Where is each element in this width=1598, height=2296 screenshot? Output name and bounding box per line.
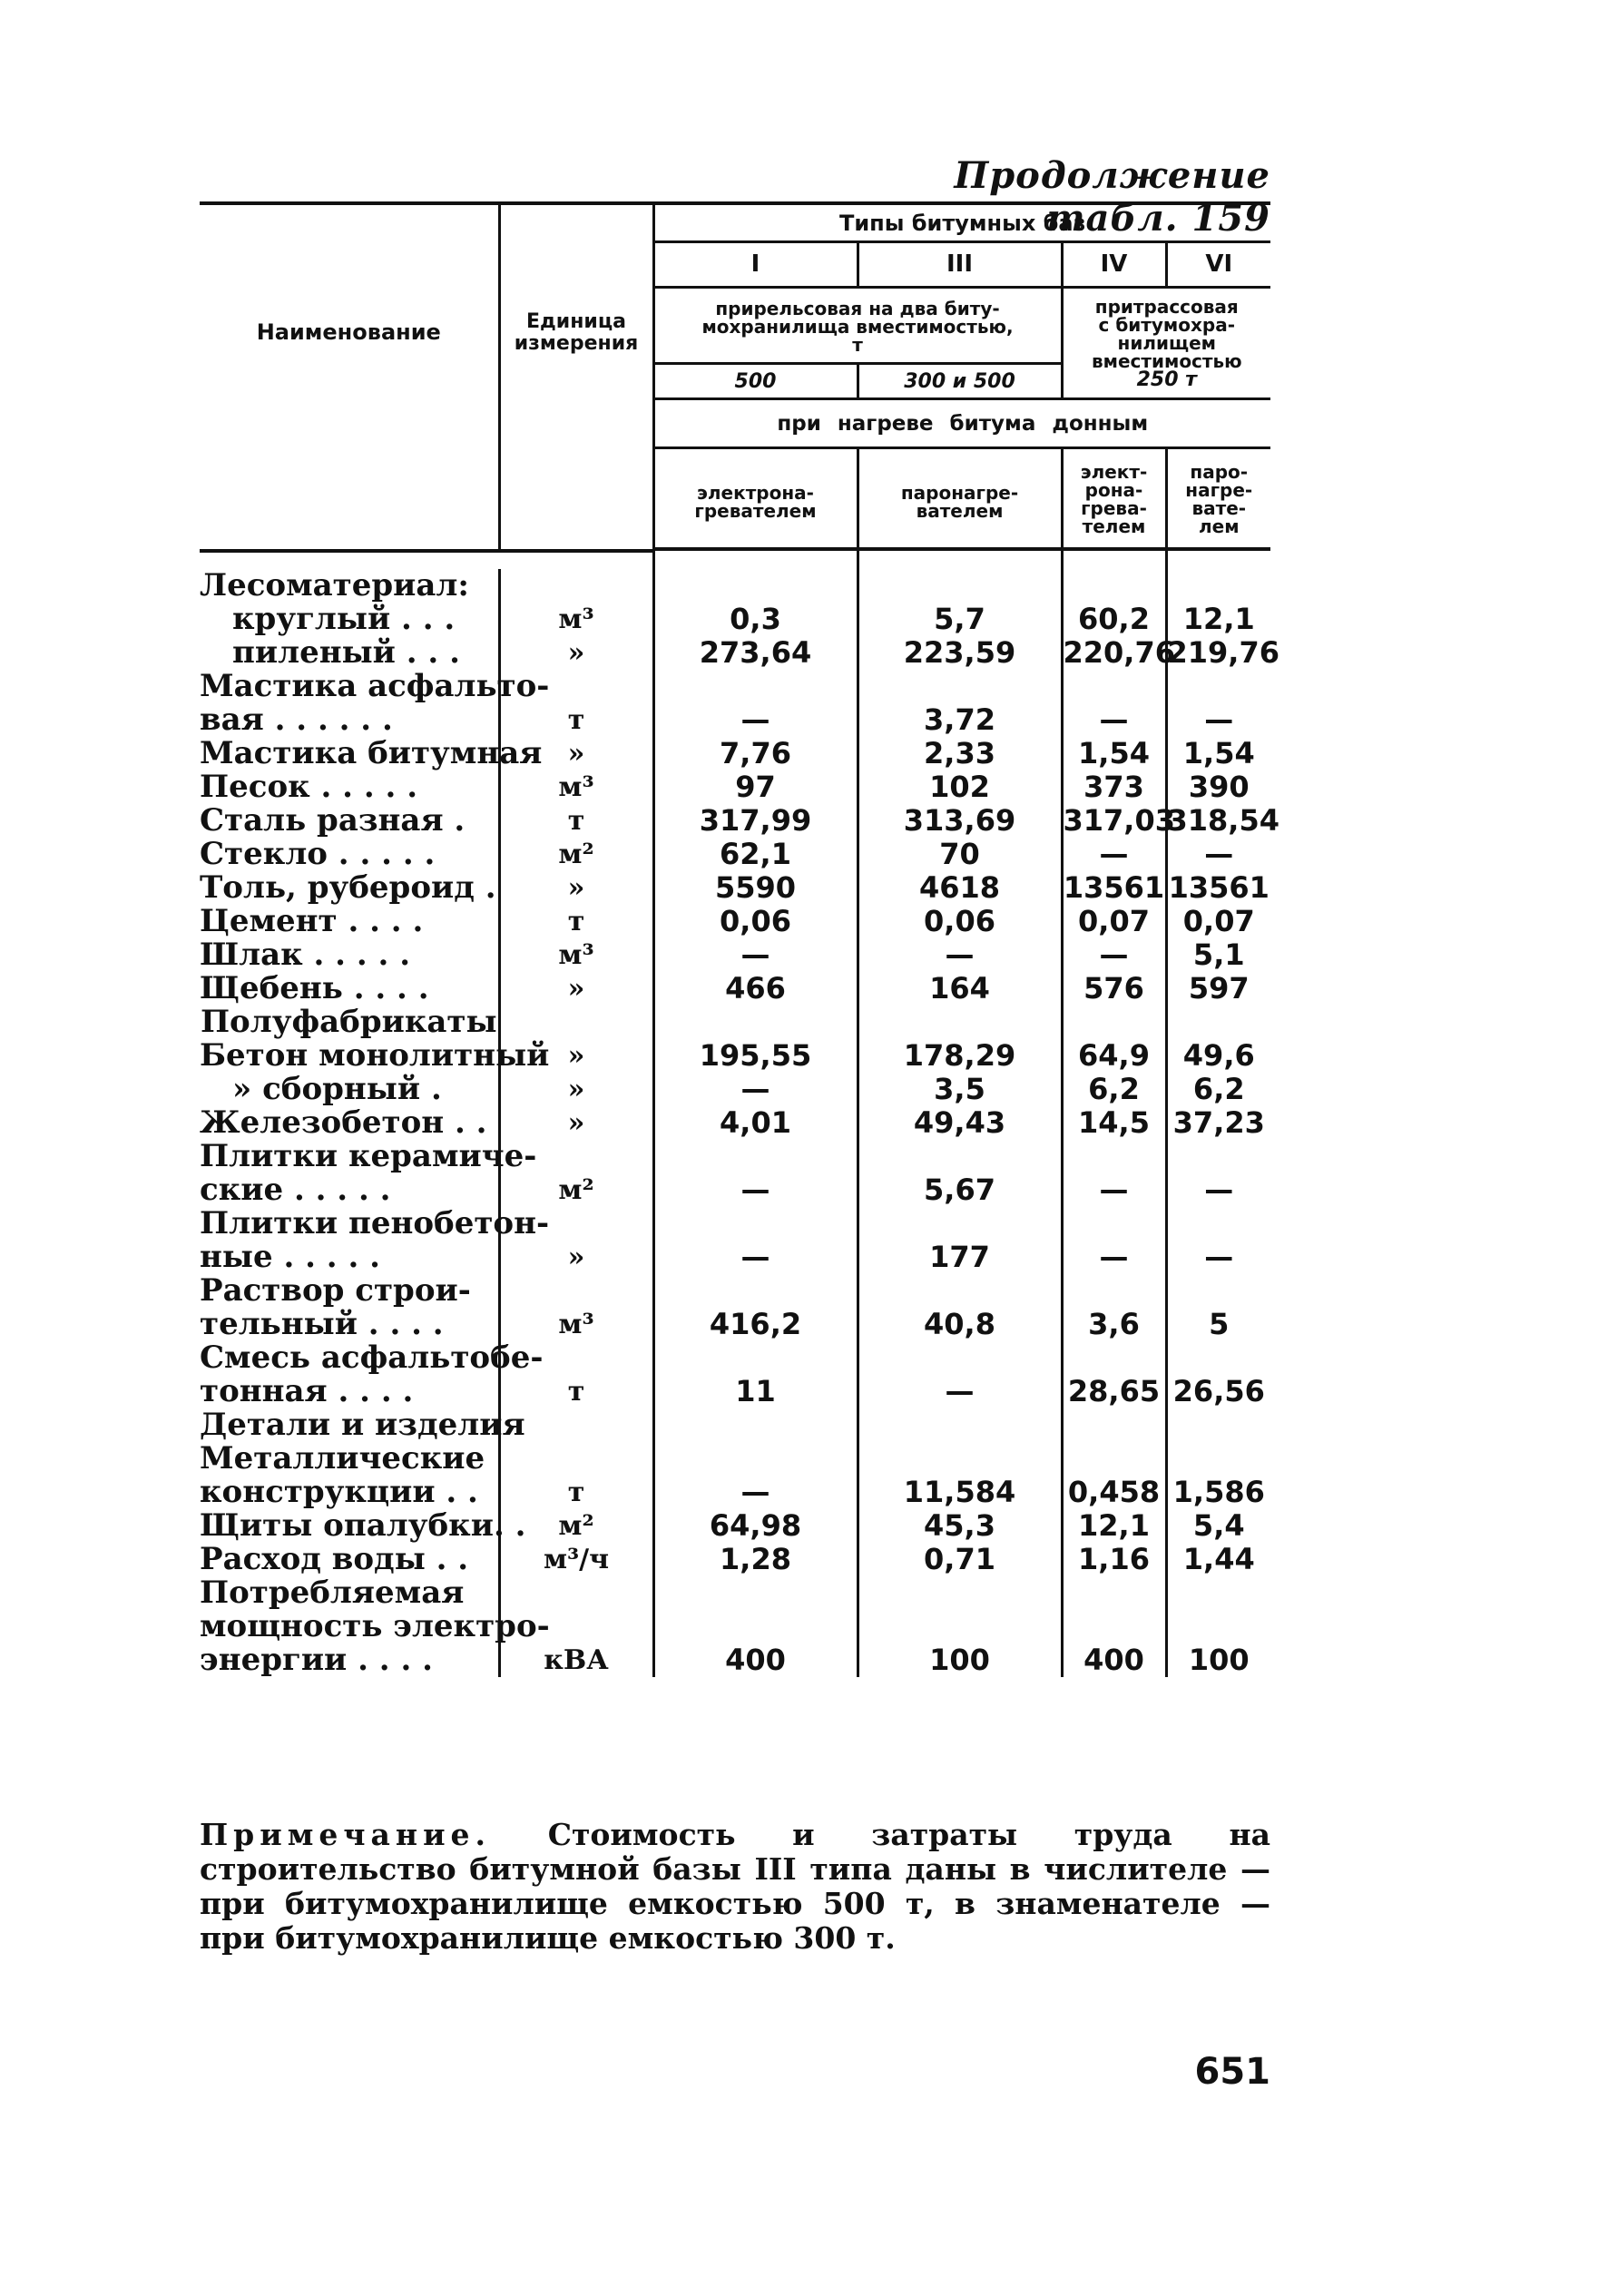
header-type-IV: IV [1062,242,1166,288]
table-row [200,838,1270,871]
table-row [200,1274,1270,1308]
header-heater-4b: нагре- [1185,478,1253,501]
row-value-I: — [653,703,858,737]
row-unit: м² [499,1509,653,1543]
note-label: Примечание. [200,1817,492,1852]
row-name: Плитки керамиче- [200,1137,537,1174]
header-capacity-I: 500 [653,364,858,399]
header-heater-1 [653,447,858,549]
row-value-VI: 1,586 [1166,1476,1270,1509]
row-value-VI [1166,1576,1270,1610]
row-unit [499,1006,653,1039]
row-name: Толь, рубероид . [200,868,496,906]
table-row [200,871,1270,905]
row-value-IV [1062,1140,1166,1173]
row-unit: т [499,703,653,737]
row-value-III [858,670,1062,703]
row-value-III [858,569,1062,603]
row-value-III: 177 [858,1241,1062,1274]
row-value-I: — [653,1173,858,1207]
header-pririelsovaya-3: т [852,333,863,356]
bitumen-base-table [200,201,1279,1678]
row-value-VI [1166,1442,1270,1476]
row-value-I: 0,3 [653,603,858,636]
row-value-IV: 3,6 [1062,1308,1166,1341]
row-name: Детали и изделия [200,1406,525,1443]
row-value-III: 102 [858,770,1062,804]
row-value-III: 40,8 [858,1308,1062,1341]
row-value-VI: 6,2 [1166,1073,1270,1106]
row-value-III [858,1274,1062,1308]
row-value-VI [1166,1341,1270,1375]
row-value-VI [1166,1408,1270,1442]
row-value-I: 11 [653,1375,858,1408]
row-value-I [653,569,858,603]
table-row [200,1308,1270,1341]
row-unit: м³ [499,603,653,636]
row-value-IV: 317,03 [1063,802,1175,838]
row-value-VI: 100 [1166,1644,1270,1677]
row-value-IV: 1,16 [1062,1543,1166,1576]
row-value-I: 400 [653,1644,858,1677]
row-value-VI: 0,07 [1166,905,1270,938]
row-unit: » [499,1073,653,1106]
row-value-I [653,1274,858,1308]
row-value-III: 11,584 [858,1476,1062,1509]
row-value-IV [1062,1207,1166,1241]
row-value-III: 178,29 [858,1039,1062,1073]
row-value-VI: 49,6 [1166,1039,1270,1073]
row-value-III: 0,06 [858,905,1062,938]
header-unit [499,203,653,551]
row-value-VI: 26,56 [1166,1375,1270,1408]
row-value-I: — [653,1476,858,1509]
row-unit: т [499,1476,653,1509]
row-value-I [653,1207,858,1241]
table-row [200,1207,1270,1241]
row-value-VI [1166,1006,1270,1039]
row-value-VI: 37,23 [1166,1106,1270,1140]
header-heater-2a: паронагре- [900,481,1019,504]
header-heater-3b: рона- [1084,478,1143,501]
table-body [200,551,1279,1678]
row-value-I: 4,01 [653,1106,858,1140]
row-value-VI: 5,1 [1166,938,1270,972]
row-value-VI: — [1166,1173,1270,1207]
table-row [200,1039,1270,1073]
row-value-I: 317,99 [653,804,858,838]
header-capacity-III: 300 и 500 [858,364,1062,399]
row-name: Стекло . . . . . [200,835,436,872]
header-pritrassovaya-5: 250 т [1136,368,1197,392]
row-unit: т [499,804,653,838]
table-row [200,1173,1270,1207]
row-value-I: 97 [653,770,858,804]
row-value-VI: 318,54 [1167,802,1279,838]
row-value-I [653,1610,858,1644]
table-row [200,972,1270,1006]
row-value-IV: — [1062,703,1166,737]
header-heater-4c: вате- [1191,496,1247,519]
row-value-III: 3,5 [858,1073,1062,1106]
row-name: Шлак . . . . . [200,936,411,973]
row-value-III [858,1207,1062,1241]
header-type-VI: VI [1166,242,1270,288]
row-name: пиленый . . . [232,633,460,671]
row-unit: » [499,972,653,1006]
row-name: Смесь асфальтобе- [200,1339,544,1376]
row-value-VI: 12,1 [1166,603,1270,636]
header-heater-2b: вателем [916,499,1004,522]
row-value-III: 5,67 [858,1173,1062,1207]
row-name: энергии . . . . [200,1641,433,1678]
row-value-IV: — [1062,1173,1166,1207]
table-row [200,770,1270,804]
row-value-III: 2,33 [858,737,1062,770]
table-row [200,1073,1270,1106]
row-value-IV: 0,07 [1062,905,1166,938]
table-note [200,1818,1270,1956]
row-value-VI: — [1166,703,1270,737]
table-row [200,636,1270,670]
row-value-I: 7,76 [653,737,858,770]
header-heater-3d: телем [1082,515,1146,537]
row-value-IV: 1,54 [1062,737,1166,770]
row-unit: т [499,905,653,938]
table-row [200,1543,1270,1576]
row-unit [499,569,653,603]
row-value-IV: 12,1 [1062,1509,1166,1543]
row-value-VI: — [1166,1241,1270,1274]
row-value-I: — [653,1241,858,1274]
row-unit [499,1442,653,1476]
row-value-IV [1062,1341,1166,1375]
row-name: Раствор строи- [200,1271,471,1309]
row-value-IV [1062,670,1166,703]
row-name: Железобетон . . [200,1104,487,1141]
header-heater-3c: грева- [1081,496,1147,519]
row-value-III [858,1610,1062,1644]
header-heater-4a: паро- [1190,460,1249,483]
row-value-VI: 597 [1166,972,1270,1006]
table-caption: Продолжение табл. 159 [954,154,1270,240]
row-name: тонная . . . . [200,1372,414,1409]
row-unit: » [499,1106,653,1140]
header-pririelsovaya [653,288,1062,364]
row-name: Лесоматериал: [200,566,469,603]
row-value-IV: 14,5 [1062,1106,1166,1140]
header-pritrassovaya-4: вместимостью [1091,350,1242,373]
table-row [200,938,1270,972]
row-name: ские . . . . . [200,1171,391,1208]
row-value-I: — [653,938,858,972]
row-value-I: 466 [653,972,858,1006]
row-value-VI [1166,1274,1270,1308]
row-value-VI: 1,54 [1166,737,1270,770]
row-value-IV: 576 [1062,972,1166,1006]
row-name: » сборный . [232,1070,442,1107]
table-row [200,1106,1270,1140]
row-name: Полуфабрикаты [200,1003,497,1040]
header-unit-line2: измерения [514,331,639,355]
row-value-I: 5590 [653,871,858,905]
row-value-I [653,1140,858,1173]
row-name: Металлические [200,1439,485,1477]
header-heater-4 [1166,447,1270,549]
row-value-IV [1062,1576,1166,1610]
row-unit: м³ [499,938,653,972]
row-value-IV: 64,9 [1062,1039,1166,1073]
row-value-III [858,1006,1062,1039]
row-value-IV: 6,2 [1062,1073,1166,1106]
row-unit: т [499,1375,653,1408]
table-row [200,804,1270,838]
row-value-VI: 5,4 [1166,1509,1270,1543]
row-value-VI: 13561 [1166,871,1270,905]
row-value-IV: 373 [1062,770,1166,804]
header-heater-2 [858,447,1062,549]
row-name: вая . . . . . . [200,701,393,738]
row-value-VI [1166,670,1270,703]
row-value-IV: 13561 [1063,869,1165,905]
table-row [200,1006,1270,1039]
row-unit: м³/ч [499,1543,653,1576]
row-value-III: 45,3 [858,1509,1062,1543]
row-name: ные . . . . . [200,1238,380,1275]
row-value-III: 4618 [858,871,1062,905]
row-name: Потребляемая [200,1574,465,1611]
table-row [200,1442,1270,1476]
header-pritrassovaya [1062,288,1270,399]
row-value-I [653,1341,858,1375]
row-value-I [653,1442,858,1476]
table-row [200,1375,1270,1408]
row-name: Щиты опалубки. . [200,1506,526,1544]
row-value-IV [1062,1274,1166,1308]
row-value-I [653,1576,858,1610]
row-value-VI: 219,76 [1167,634,1279,670]
row-unit [499,1274,653,1308]
table-row [200,1408,1270,1442]
row-name: Песок . . . . . [200,768,418,805]
row-unit: » [499,636,653,670]
row-value-I: 273,64 [653,636,858,670]
header-heater-3 [1062,447,1166,549]
header-heater-4d: лем [1198,515,1240,537]
header-type-I: I [653,242,858,288]
row-value-VI [1166,569,1270,603]
row-value-I [653,1006,858,1039]
table-row [200,569,1270,603]
row-value-IV: 0,458 [1062,1476,1166,1509]
header-pritrassovaya-2: с битумохра- [1098,314,1236,337]
row-unit: » [499,1039,653,1073]
row-value-I [653,1408,858,1442]
header-heater-1a: электрона- [697,481,814,504]
row-name: Цемент . . . . [200,902,424,939]
row-unit: м² [499,838,653,871]
row-value-IV [1062,1442,1166,1476]
row-value-IV [1062,1408,1166,1442]
table-row [200,1644,1270,1677]
table-row [200,603,1270,636]
table-row [200,670,1270,703]
row-value-I: 416,2 [653,1308,858,1341]
row-value-I: 64,98 [653,1509,858,1543]
header-heater-1b: гревателем [694,499,817,522]
table-row [200,1509,1270,1543]
row-value-IV: — [1062,1241,1166,1274]
row-unit: » [499,1241,653,1274]
row-name: конструкции . . [200,1473,478,1510]
row-value-VI [1166,1610,1270,1644]
row-value-VI: 5 [1166,1308,1270,1341]
row-value-III: 70 [858,838,1062,871]
header-unit-line1: Единица [526,310,626,334]
row-value-III: 0,71 [858,1543,1062,1576]
table-row [200,905,1270,938]
row-value-IV [1062,1006,1166,1039]
row-value-I: 195,55 [653,1039,858,1073]
header-pririelsovaya-2: мохранилища вместимостью, [701,315,1014,338]
row-value-III: — [858,938,1062,972]
table-row [200,1341,1270,1375]
row-unit: » [499,737,653,770]
table-row [200,703,1270,737]
row-value-I: 0,06 [653,905,858,938]
row-value-VI: 390 [1166,770,1270,804]
row-value-VI: 1,44 [1166,1543,1270,1576]
table-row [200,1610,1270,1644]
row-value-IV: 60,2 [1062,603,1166,636]
row-unit: » [499,871,653,905]
table-row [200,1576,1270,1610]
table-row [200,1476,1270,1509]
note-text: Стоимость и затраты труда на строительство битумной базы III типа даны в числителе — при битумохранилище емкостью 500 т, в знаменателе — при битумохранилище емкостью 300 т. [200,1817,1270,1956]
row-value-IV: 28,65 [1062,1375,1166,1408]
row-name: Плитки пенобетон- [200,1204,550,1241]
table-row [200,737,1270,770]
row-value-III: 3,72 [858,703,1062,737]
row-value-III: — [858,1375,1062,1408]
row-name: тельный . . . . [200,1305,444,1342]
row-value-VI: — [1166,838,1270,871]
header-heater-3a: элект- [1080,460,1148,483]
row-value-VI [1166,1140,1270,1173]
row-unit [499,1576,653,1610]
row-value-IV: — [1062,838,1166,871]
row-unit: м³ [499,1308,653,1341]
row-value-VI [1166,1207,1270,1241]
row-value-IV: 400 [1062,1644,1166,1677]
row-value-IV [1062,1610,1166,1644]
header-name: Наименование [200,203,499,551]
header-types-title: Типы битумных баз [653,203,1270,242]
row-value-III: 5,7 [858,603,1062,636]
row-value-III: 100 [858,1644,1062,1677]
row-name: Бетон монолитный [200,1036,550,1074]
row-value-III [858,1442,1062,1476]
row-name: Мастика битумная [200,734,543,771]
page-number: 651 [1194,2051,1270,2093]
header-type-III: III [858,242,1062,288]
row-value-III: 164 [858,972,1062,1006]
row-value-III [858,1408,1062,1442]
row-unit: м³ [499,770,653,804]
row-value-IV [1062,569,1166,603]
header-pritrassovaya-1: притрассовая [1094,296,1239,319]
row-name: Сталь разная . [200,801,466,839]
row-unit: м² [499,1173,653,1207]
header-pritrassovaya-3: нилищем [1117,332,1217,355]
row-value-I: 62,1 [653,838,858,871]
row-name: Щебень . . . . [200,969,429,1006]
table-row [200,1140,1270,1173]
row-value-I: — [653,1073,858,1106]
row-name: Мастика асфальто- [200,667,550,704]
row-value-III [858,1341,1062,1375]
row-value-III [858,1576,1062,1610]
row-value-IV: — [1062,938,1166,972]
table-row [200,1241,1270,1274]
row-value-III: 313,69 [858,804,1062,838]
header-heating: при нагреве битума донным [653,399,1270,447]
row-value-III: 49,43 [858,1106,1062,1140]
row-name: круглый . . . [232,600,456,637]
row-value-III [858,1140,1062,1173]
row-value-I [653,670,858,703]
row-value-I: 1,28 [653,1543,858,1576]
header-pririelsovaya-1: прирельсовая на два биту- [715,297,1000,319]
row-name: мощность электро- [200,1607,550,1644]
row-value-III: 223,59 [858,636,1062,670]
row-name: Расход воды . . [200,1540,469,1577]
row-value-IV: 220,76 [1063,634,1175,670]
row-unit: кВА [499,1644,653,1677]
